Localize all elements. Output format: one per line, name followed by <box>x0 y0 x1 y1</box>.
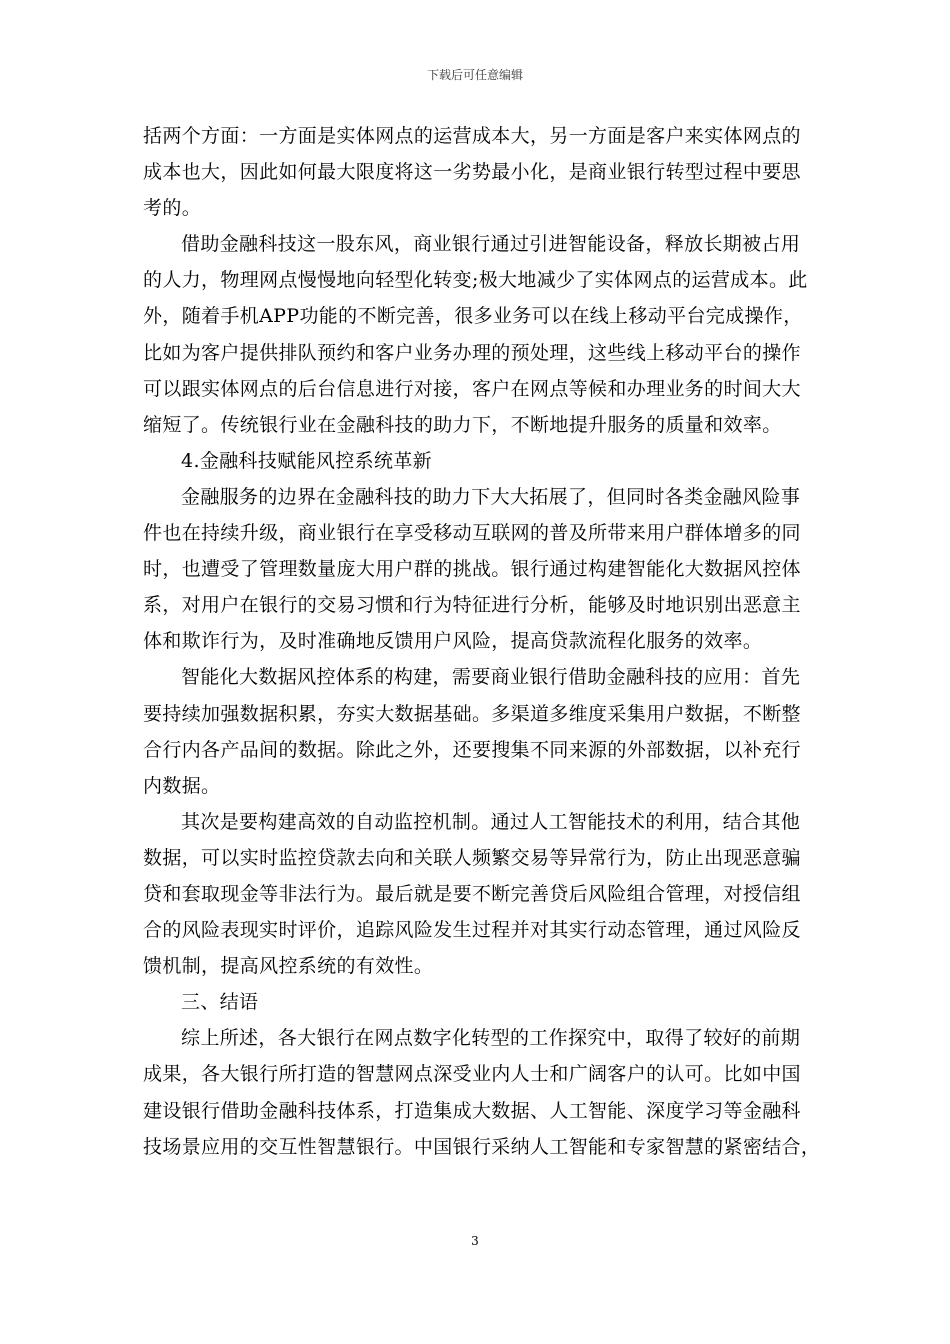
paragraph <box>143 1020 821 1164</box>
text-line: 贷和套取现金等非法行为。最后就是要不断完善贷后风险组合管理，对授信组 <box>143 882 801 905</box>
text-line: 系，对用户在银行的交易习惯和行为特征进行分析，能够及时地识别出恶意主 <box>143 594 801 617</box>
document-body <box>143 118 821 1165</box>
text-line: 括两个方面：一方面是实体网点的运营成本大，另一方面是客户来实体网点的 <box>143 125 801 147</box>
text-line: 成果，各大银行所打造的智慧网点深受业内人士和广阔客户的认可。比如中国 <box>143 1063 801 1086</box>
heading-text: 4.金融科技赋能风控系统革新 <box>181 449 433 472</box>
page-number: 3 <box>471 1234 479 1248</box>
text-line: 外，随着手机APP功能的不断完善，很多业务可以在线上移动平台完成操作， <box>143 305 803 328</box>
text-line: 时，也遭受了管理数量庞大用户群的挑战。银行通过构建智能化大数据风控体 <box>143 558 801 581</box>
text-line: 综上所述，各大银行在网点数字化转型的工作探究中，取得了较好的前期 <box>181 1027 801 1050</box>
heading-text: 三、结语 <box>181 991 259 1014</box>
section-heading <box>143 984 811 1020</box>
text-line: 件也在持续升级，商业银行在享受移动互联网的普及所带来用户群体增多的同 <box>143 522 801 545</box>
text-line: 技场景应用的交互性智慧银行。中国银行采纳人工智能和专家智慧的紧密结合， <box>143 1135 821 1158</box>
text-line: 金融服务的边界在金融科技的助力下大大拓展了，但同时各类金融风险事 <box>181 485 801 508</box>
text-line: 体和欺诈行为，及时准确地反馈用户风险，提高贷款流程化服务的效率。 <box>143 630 763 653</box>
section-heading <box>143 443 811 479</box>
text-line: 数据，可以实时监控贷款去向和关联人频繁交易等异常行为，防止出现恶意骗 <box>143 846 801 869</box>
page-header: 下载后可任意编辑 <box>426 68 523 82</box>
paragraph <box>143 226 811 443</box>
text-line: 借助金融科技这一股东风，商业银行通过引进智能设备，释放长期被占用 <box>181 233 801 256</box>
text-line: 的人力，物理网点慢慢地向轻型化转变;极大地减少了实体网点的运营成本。此 <box>143 269 808 292</box>
paragraph <box>143 118 811 226</box>
text-line: 比如为客户提供排队预约和客户业务办理的预处理，这些线上移动平台的操作 <box>143 341 801 364</box>
text-line: 建设银行借助金融科技体系，打造集成大数据、人工智能、深度学习等金融科 <box>143 1099 801 1122</box>
text-line: 要持续加强数据积累，夯实大数据基础。多渠道多维度采集用户数据，不断整 <box>143 702 801 725</box>
text-line: 可以跟实体网点的后台信息进行对接，客户在网点等候和办理业务的时间大大 <box>143 377 801 400</box>
text-line: 其次是要构建高效的自动监控机制。通过人工智能技术的利用，结合其他 <box>181 810 801 833</box>
text-line: 成本也大，因此如何最大限度将这一劣势最小化，是商业银行转型过程中要思 <box>143 161 801 184</box>
paragraph <box>143 804 811 984</box>
paragraph <box>143 659 811 803</box>
paragraph <box>143 479 811 659</box>
text-line: 合行内各产品间的数据。除此之外，还要搜集不同来源的外部数据，以补充行 <box>143 738 801 761</box>
text-line: 缩短了。传统银行业在金融科技的助力下，不断地提升服务的质量和效率。 <box>143 413 782 436</box>
text-line: 智能化大数据风控体系的构建，需要商业银行借助金融科技的应用：首先 <box>181 666 801 689</box>
text-line: 考的。 <box>143 197 202 220</box>
text-line: 馈机制，提高风控系统的有效性。 <box>143 955 434 978</box>
text-line: 内数据。 <box>143 774 221 797</box>
text-line: 合的风险表现实时评价，追踪风险发生过程并对其实行动态管理，通过风险反 <box>143 919 801 942</box>
